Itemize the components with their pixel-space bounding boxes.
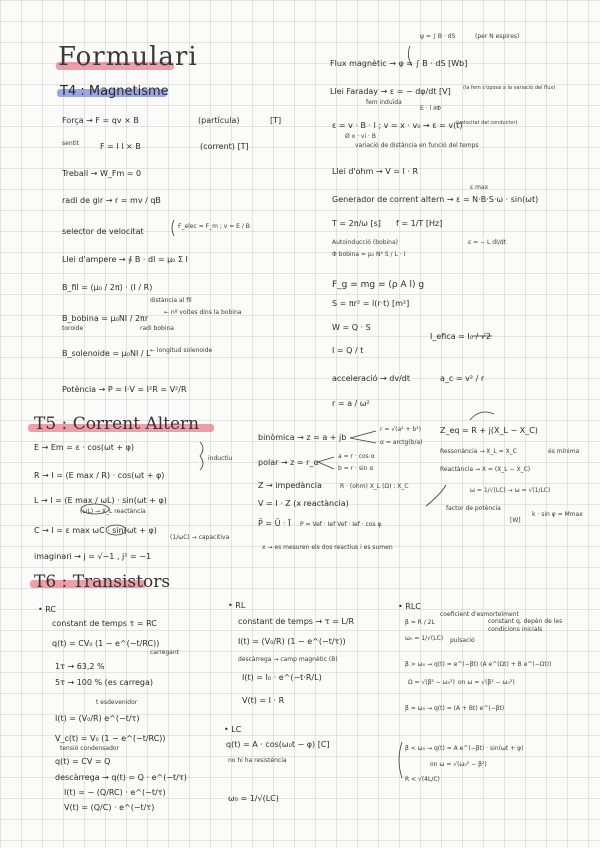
flux-autoinduc-right: ε = − L dI/dt [468, 239, 507, 246]
t5-k: k · sin φ = Mmax [532, 511, 583, 518]
flux-motional: ε = v · B · l ; v = x · v₀ → ε = v(t) [332, 121, 463, 130]
t4-radi: radi de gir → r = mv / qB [62, 196, 161, 205]
t5-z-r: R · (ohm) X_L (Ω) ; X_C [340, 483, 409, 490]
flux-generador-top: ε max [470, 184, 489, 191]
t6-rl-const: constant de temps → τ = L/R [238, 617, 355, 626]
t4-selector: selector de velocitat [62, 227, 144, 236]
t5-reson-note: és mínima [548, 448, 580, 455]
t4-bobina-note2: ← nº voltes dins la bobina [164, 309, 242, 316]
t5-r: R → I = (E max / R) · cos(ωt + φ) [34, 471, 165, 480]
t6-rlc-4b: on ω = √(ω₀² − β²) [430, 761, 487, 768]
t6-rlc-w0: ω₀ = 1/√(LC) [405, 635, 444, 642]
flux-faraday: Llei Faraday → ε = − dφ/dt [V] [330, 87, 451, 96]
t6-rc-dv: V(t) = (Q/C) · e^(−t/τ) [64, 803, 155, 812]
flux-acc: acceleració → dv/dt [332, 374, 410, 383]
t4-ampere: Llei d'ampere → ∮ B · dl = μ₀ Σ I [62, 255, 188, 264]
flux-top-formula: ψ = ∫ B · dS [420, 33, 456, 40]
t4-bsolenoide: B_solenoide = μ₀NI / L [62, 349, 151, 358]
t6-rlc-b-note: coeficient d'esmorteïment [440, 611, 519, 618]
t4-heading: T4 : Magnetisme [60, 84, 169, 99]
t5-react: Reactància → X = (X_L − X_C) [440, 466, 531, 473]
t6-rc-const: constant de temps τ = RC [52, 619, 157, 628]
t5-binomic-r2: α = arctg(b/a) [380, 439, 423, 446]
t4-forca-particula: Força → F = qv × B [62, 116, 139, 125]
t4-forca-corrent: F = I l × B [100, 142, 141, 151]
flux-ohm: Llei d'ohm → V = I · R [332, 167, 418, 176]
t5-p-r: P = Vef · Ief Vef · Ief · cos φ [300, 521, 382, 528]
t4-forca-particula-unit: [T] [270, 116, 282, 125]
t6-rc-t1: 1τ → 63,2 % [55, 662, 105, 671]
t6-rc-q: q(t) = CV₀ (1 − e^(−t/RC)) [52, 639, 160, 648]
flux-periode: T = 2π/ω [s] [332, 219, 381, 228]
t4-bobina-note1: radi bobina [140, 325, 174, 332]
t5-e: E → Em = ε · cos(ωt + φ) [34, 443, 135, 452]
t6-rlc-1b: Ω = √(β² − ω₀²) [408, 679, 455, 686]
t5-heading: T5 : Corrent Altern [34, 414, 200, 434]
t6-heading: T6 : Transistors [34, 572, 171, 592]
t5-polar-r2: b = r · sin α [338, 465, 374, 472]
t6-rc-t2: 5τ → 100 % (es carrega) [55, 678, 153, 687]
t4-bobina: B_bobina = μ₀NI / 2πr [62, 314, 149, 323]
t5-ind-label: inductiu [208, 455, 233, 462]
t6-rc-head: • RC [38, 605, 57, 614]
t5-z: Z → impedància [258, 481, 322, 490]
t6-rc-q-note: carregant [150, 649, 180, 656]
t5-binomic-r1: r = √(a² + b²) [380, 426, 421, 433]
t6-rc-vc: V_c(t) = V₀ (1 − e^(−t/RC)) [55, 734, 166, 743]
t6-rl-v: V(t) = I · R [242, 696, 285, 705]
t4-bfil-note: distància al fil [150, 297, 192, 304]
t6-rc-vc-sub: tensió condensador [60, 745, 120, 752]
flux-ifrec: I_efica = I₀ / √2 [430, 332, 491, 341]
t5-polar: polar → z = r_α [258, 458, 319, 467]
t6-rc-qv: q(t) = CV = Q [55, 757, 111, 766]
flux-faraday-sub: fem induïda [366, 99, 402, 106]
flux-variacio: variació de distància en funció del temps [355, 142, 479, 149]
t5-binomic: binòmica → z = a + jb [258, 433, 347, 442]
t4-forca-corrent-sub: sentit [62, 140, 79, 147]
t5-zeq: Z_eq = R + j(X_L − X_C) [440, 426, 538, 435]
flux-ac: a_c = v² / r [440, 374, 485, 383]
flux-r: r = a / ω² [332, 399, 370, 408]
flux-generador: Generador de corrent altern → ε = N·B·S·ω · sin(ωt) [332, 195, 539, 204]
page-title: Formulari [58, 42, 198, 72]
flux-top-note: (per N espires) [475, 33, 520, 40]
t6-rc-desc: descàrrega → q(t) = Q · e^(−t/τ) [55, 773, 187, 782]
t5-x-note: x → es mesuren els dos reactius i es sumen [262, 544, 393, 551]
t4-forca-particula-note: (partícula) [198, 116, 240, 125]
flux-wqs: W = Q · S [332, 323, 371, 332]
t4-selector-right: F_elec = F_m ; v = E / B [178, 223, 250, 230]
t6-rlc-2: on ω = √(β² − ω₀²) [458, 679, 515, 686]
t5-p: P̄ = Ū · Ī [258, 519, 291, 528]
flux-autoinduc2: Φ bobina = μ₀ N² S / L · I [332, 251, 406, 258]
t6-rl-head: • RL [228, 601, 246, 610]
t6-rc-i-note: t esdevenidor [96, 699, 138, 706]
t6-rl-desc: descàrrega → camp magnètic (B) [238, 656, 338, 663]
flux-line: Flux magnètic → φ = ∫ B · dS [Wb] [330, 59, 468, 68]
flux-faraday-sub2: E · l ∂Φ [420, 105, 441, 112]
t6-rlc-head: • RLC [398, 602, 421, 611]
flux-freq: f = 1/T [Hz] [396, 219, 443, 228]
t5-v: V = I · Z (x reactància) [258, 499, 349, 508]
t6-rlc-5: R < √(4L/C) [405, 776, 440, 783]
t4-bfil: B_fil = (μ₀ / 2π) · (I / R) [62, 283, 153, 292]
t4-treball: Treball → W_Fm = 0 [62, 169, 142, 178]
t5-p-w: [W] [510, 517, 521, 524]
t5-reson: Ressonància → X_L = X_C [440, 448, 517, 455]
t5-c-sub: (1/ωC) → capacitiva [170, 534, 230, 541]
flux-motional-sub: Ø x · vi · B [345, 133, 376, 140]
t5-polar-r1: a = r · cos α [338, 453, 375, 460]
t4-bsolenoide-note: ← longitud solenoide [150, 347, 213, 354]
t6-rlc-b: β = R / 2L [405, 619, 435, 626]
t4-forca-corrent-note: (corrent) [T] [200, 142, 249, 151]
t5-p-note: factor de potència [446, 505, 501, 512]
flux-s: S = πr² = l(r·t) [m²] [332, 299, 410, 308]
flux-autoinduc: Autoinducció (bobina) [332, 239, 398, 246]
t6-rlc-4: β < ω₀ → q(t) = A e^(−βt) · sin(ωt + φ) [405, 745, 524, 752]
t5-l-sub: (ωL) → X_L reactància [80, 508, 146, 515]
flux-fg: F_g = mg = (ρ A l) g [332, 280, 425, 290]
t6-rl-i: I(t) = (V₀/R) (1 − e^(−t/τ)) [238, 637, 346, 646]
t6-lc-w: ω₀ = 1/√(LC) [228, 794, 279, 803]
t4-bobina-label: toroide [62, 325, 84, 332]
t6-rlc-right: constant q. depèn de les condicions inicials [488, 618, 563, 634]
t6-lc-head: • LC [224, 725, 242, 734]
t5-l: L → I = (E max / ωL) · sin(ωt + φ) [34, 496, 167, 505]
t4-potencia: Potència → P = I·V = I²R = V²/R [62, 385, 187, 394]
t6-rlc-w0-note: pulsació [450, 637, 475, 644]
t5-imag: imaginari → j = √−1 , j² = −1 [34, 552, 152, 561]
t6-lc-q: q(t) = A · cos(ω₀t − φ) [C] [226, 740, 330, 749]
t6-rc-di: I(t) = − (Q/RC) · e^(−t/τ) [64, 788, 166, 797]
flux-motional-note: (velocitat del conductor) [456, 120, 518, 126]
flux-faraday-note: (la fem s'oposa a la variació del flux) [463, 85, 556, 91]
t6-rlc-3: β = ω₀ → q(t) = (A + Bt) e^(−βt) [405, 705, 505, 712]
t5-omega: ω = 1/√(LC) → ω = √(1/LC) [470, 487, 551, 494]
t6-rl-i2: I(t) = I₀ · e^(−t·R/L) [242, 673, 322, 682]
t6-rlc-1: β > ω₀ → q(t) = e^(−βt) (A e^(Ωt) + B e^(−Ωt)) [405, 661, 552, 668]
t6-rc-i: I(t) = (V₀/R) e^(−t/τ) [55, 714, 140, 723]
t5-c: C → I = ε max ωC · sin(ωt + φ) [34, 526, 157, 535]
flux-i: I = Q / t [332, 346, 364, 355]
t6-lc-note: no hi ha resistència [228, 757, 287, 764]
